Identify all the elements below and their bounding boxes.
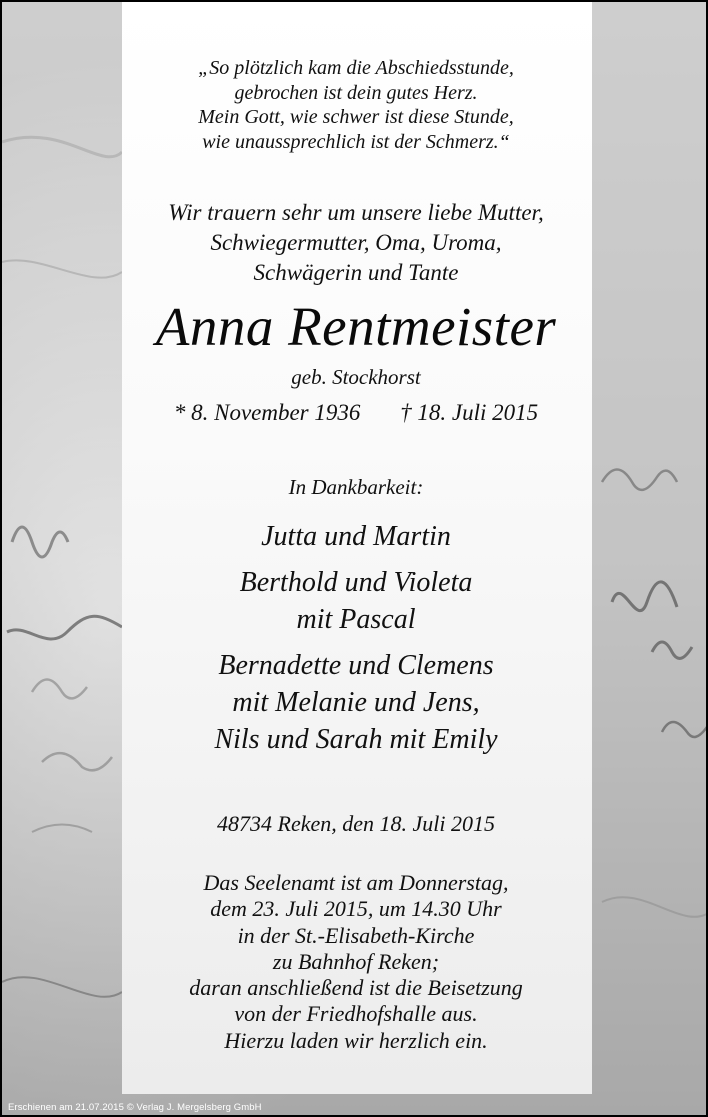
- service-line: daran anschließend ist die Beisetzung: [189, 975, 523, 1001]
- death-date: † 18. Juli 2015: [400, 400, 539, 425]
- verse-line: „So plötzlich kam die Abschiedsstunde,: [198, 57, 514, 79]
- intro-line: Schwiegermutter, Oma, Uroma,: [210, 230, 502, 255]
- intro-line: Wir trauern sehr um unsere liebe Mutter,: [168, 200, 544, 225]
- mourners-list: [2, 518, 708, 767]
- service-line: dem 23. Juli 2015, um 14.30 Uhr: [210, 896, 502, 922]
- deceased-name: Anna Rentmeister: [155, 296, 557, 357]
- intro-line: Schwägerin und Tante: [253, 260, 459, 285]
- mourner-line: Bernadette und Clemens: [218, 650, 494, 681]
- publication-footer: Erschienen am 21.07.2015 © Verlag J. Mergelsberg GmbH: [8, 1102, 262, 1113]
- mourner-line: Nils und Sarah mit Emily: [214, 724, 498, 755]
- mourner-line: mit Pascal: [296, 604, 416, 635]
- mourning-intro: [2, 198, 708, 288]
- poem-verse: [2, 56, 708, 154]
- service-details: [2, 870, 708, 1054]
- birth-name: geb. Stockhorst: [291, 365, 421, 389]
- service-line: Hierzu laden wir herzlich ein.: [224, 1027, 488, 1053]
- mourner-line: Berthold und Violeta: [239, 567, 473, 598]
- service-line: von der Friedhofshalle aus.: [234, 1001, 478, 1027]
- life-dates: [2, 398, 708, 428]
- service-line: Das Seelenamt ist am Donnerstag,: [203, 870, 509, 895]
- service-line: in der St.-Elisabeth-Kirche: [237, 922, 475, 948]
- service-line: zu Bahnhof Reken;: [272, 948, 440, 974]
- mourner-group: [2, 518, 708, 555]
- place-and-date: 48734 Reken, den 18. Juli 2015: [217, 811, 495, 836]
- verse-line: wie unaussprechlich ist der Schmerz.“: [202, 130, 510, 153]
- mourner-group: [2, 564, 708, 638]
- birth-date: * 8. November 1936: [173, 400, 361, 425]
- mourner-group: [2, 647, 708, 758]
- mourner-line: mit Melanie und Jens,: [232, 687, 480, 718]
- thanks-heading: In Dankbarkeit:: [288, 475, 424, 499]
- mourner-line: Jutta und Martin: [261, 521, 451, 552]
- verse-line: gebrochen ist dein gutes Herz.: [234, 81, 478, 104]
- verse-line: Mein Gott, wie schwer ist diese Stunde,: [198, 106, 514, 128]
